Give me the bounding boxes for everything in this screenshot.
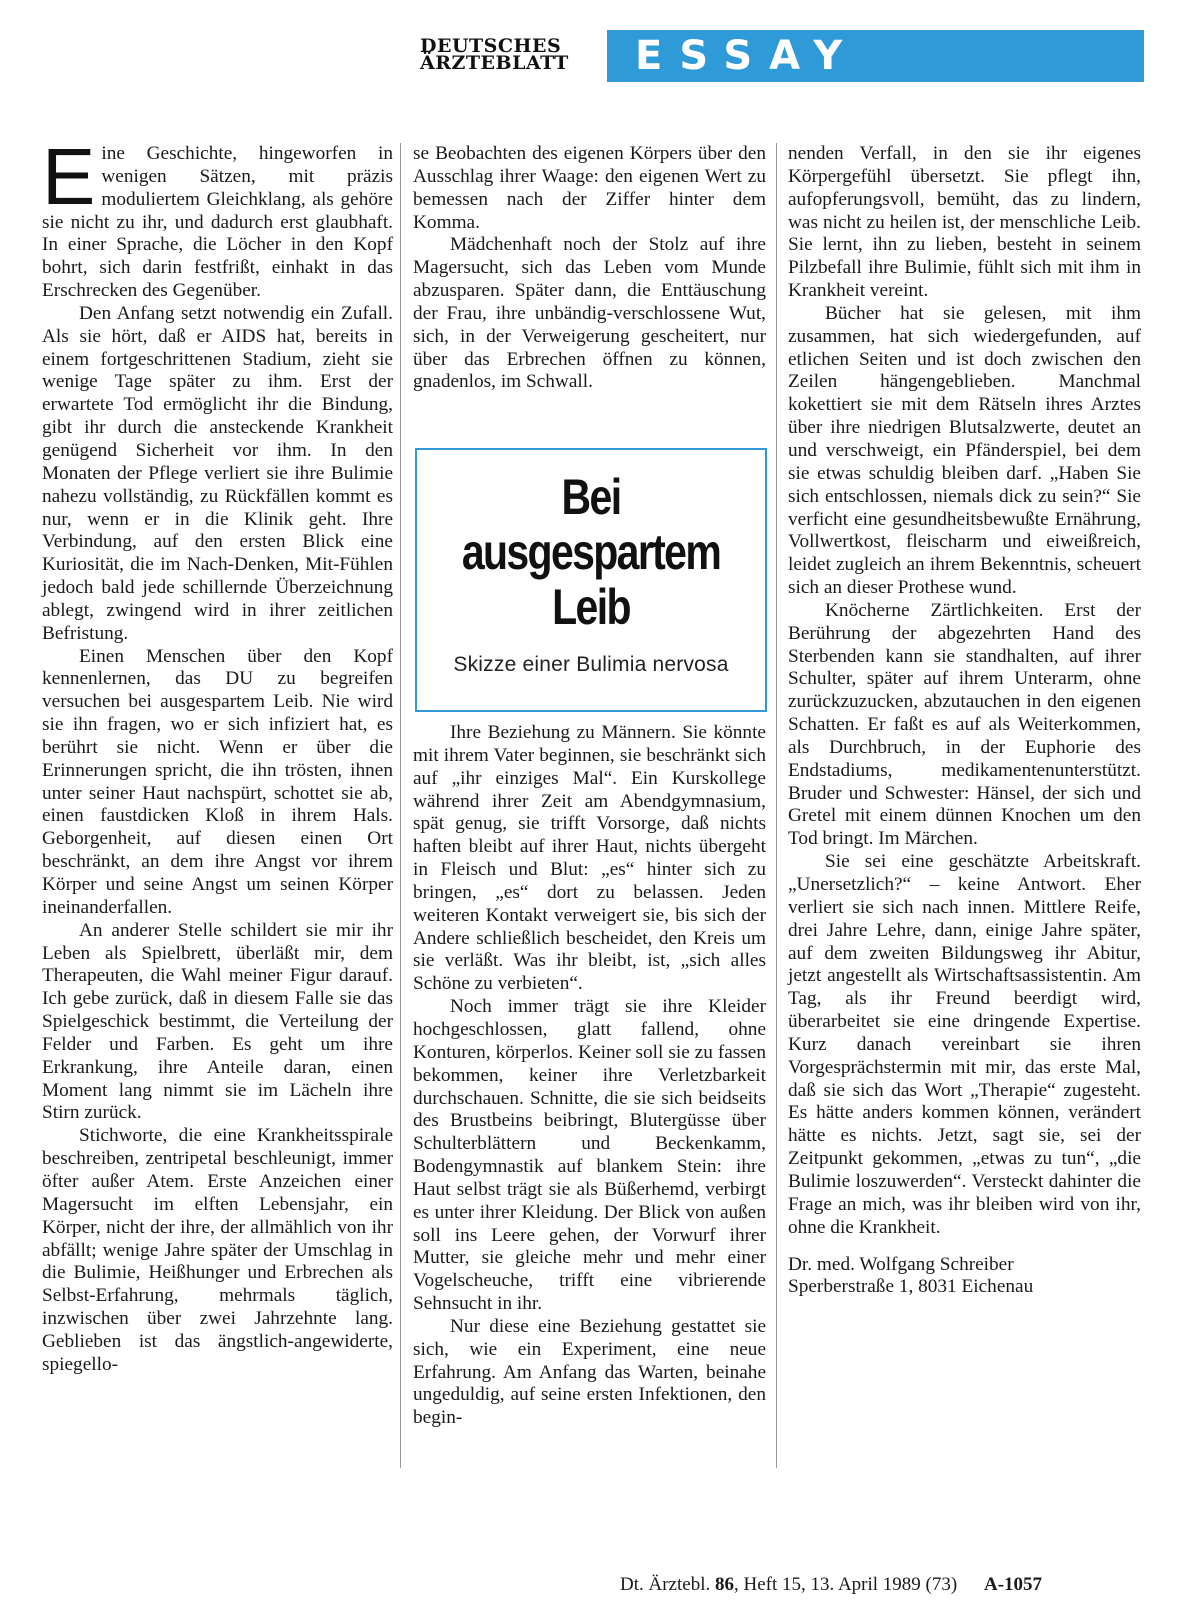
column-divider-left [400, 143, 401, 1468]
paragraph: Noch immer trägt sie ihre Kleider hochgeschlossen, glatt fallend, ohne Konturen, körperlos. Keiner soll sie zu fassen bekommen, keiner ihre Verletzbarkeit durchschauen. Schnitte, die sie sich beidseits des Brustbeins beibringt, Blutergüsse über Schulterblättern und Beckenkamm, Bodengymnastik auf blankem Stein: ihre Haut selbst trägt sie als Büßerhemd, verbirgt es unter ihrer Kleidung. Der Blick von außen soll ins Leere gehen, der Vorwurf ihrer Mutter, sie gleiche mehr und mehr einer Vogelscheuche, trifft eine vibrierende Sehnsucht in ihr. [413, 996, 766, 1315]
article-column-1 [42, 132, 393, 1377]
page-footer [620, 1574, 1042, 1596]
article-column-3 [788, 143, 1141, 1299]
article-column-2 [413, 143, 766, 394]
article-column-2-continued [413, 722, 766, 1430]
section-banner [607, 30, 1144, 82]
article-title: Bei ausgespartem Leib [461, 469, 721, 635]
footer-issue: , Heft 15, 13. April 1989 (73) [733, 1574, 958, 1595]
author-address: Sperberstraße 1, 8031 Eichenau [788, 1276, 1034, 1298]
paragraph: Eine Geschichte, hingeworfen in wenigen Sätzen, mit präzis moduliertem Gleichklang, als gehöre sie nicht zu ihr, und dadurch erst glaubhaft. In einer Sprache, die Löcher in den Kopf bohrt, sich darin festfrißt, einhakt in das Erschrecken des Gegenüber. [42, 132, 393, 302]
paragraph: Knöcherne Zärtlichkeiten. Erst der Berührung der abgezehrten Hand des Sterbenden kann sie standhalten, auf ihrer Schulter, später auf ihrem Unterarm, ohne zurückzuzucken, abzutauchen in den eigenen Schatten. Er faßt es auf als Weiterkommen, als Durchbruch, in der Euphorie des Endstadiums, medikamentenunterstützt. Bruder und Schwester: Hänsel, der sich und Gretel mit einem dünnen Knochen um den Tod bringt. Im Märchen. [788, 599, 1141, 850]
drop-cap: E [42, 132, 96, 221]
masthead-logo [420, 35, 569, 74]
footer-journal: Dt. Ärztebl. [620, 1574, 711, 1595]
paragraph: Bücher hat sie gelesen, mit ihm zusammen, hat sich wiedergefunden, auf etlichen Seiten und ist doch zwischen den Zeilen hängengeblieben. Manchmal kokettiert sie mit dem Rätseln ihres Arztes über ihre niedrigen Blutsalzwerte, deutet an und verschweigt, ein Pfänderspiel, bei dem sie etwas schuldig bleiben darf. „Haben Sie sich entschlossen, niemals dick zu sein?“ Sie verficht eine gesundheitsbewußte Ernährung, Vollwertkost, fleischarm und eiweißreich, leidet zugleich an ihrem Bekenntnis, scheuert sich an dieser Prothese wund. [788, 302, 1141, 599]
footer-volume: 86 [714, 1574, 734, 1595]
paragraph: Ihre Beziehung zu Männern. Sie könnte mit ihrem Vater beginnen, sie beschränkt sich auf „ihr einziges Mal“. Ein Kurskollege während ihrer Zeit am Abendgymnasium, spät genug, sie trifft Vorsorge, daß nichts haften bleibt auf ihrer Haut, nichts übergeht in Fleisch und Blut: „es“ hinter sich zu bringen, „es“ dort zu belassen. Jeden weiteren Kontakt verweigert sie, bis sich der Andere schließlich bescheidet, den Kreis um sie verläßt. Was ihr bleibt, ist, „sich alles Schöne zu verbieten“. [413, 722, 766, 995]
paragraph: An anderer Stelle schildert sie mir ihr Leben als Spielbrett, überläßt mir, dem Therapeuten, die Wahl meiner Figur darauf. Ich gebe zurück, daß in diesem Falle sie das Spielgeschick bestimmt, die Verteilung der Felder und Farben. Es geht um ihre Erkrankung, ihre Anteile daran, einen Moment lang nimmt sie im Lächeln ihre Stirn zurück. [42, 919, 393, 1124]
paragraph: Stichworte, die eine Krankheitsspirale beschreiben, zentripetal beschleunigt, immer öfter außer Atem. Erste Anzeichen einer Magersucht im elften Lebensjahr, ein Körper, nicht der ihre, der allmählich von ihr abfällt; wenige Jahre später der Umschlag in die Bulimie, Heißhunger und Erbrechen als Selbst-Erfahrung, mehrmals täglich, inzwischen über zwei Jahrzehnte lang. Geblieben ist das ängstlich-angewiderte, spiegello- [42, 1125, 393, 1375]
page-number: A-1057 [983, 1574, 1043, 1595]
masthead-line1: DEUTSCHES [420, 35, 562, 57]
masthead-line2: ÄRZTEBLATT [420, 52, 569, 74]
section-label: ESSAY [635, 33, 860, 79]
paragraph: nenden Verfall, in den sie ihr eigenes Körpergefühl übersetzt. Sie pflegt ihn, aufopferungsvoll, bemüht, das zu lindern, was nicht zu heilen ist, der menschliche Leib. Sie lernt, ihn zu lieben, besteht in seinem Pilzbefall ihre Bulimie, fühlt sich mit ihm in Krankheit vereint. [788, 143, 1141, 302]
article-subtitle: Skizze einer Bulimia nervosa [453, 653, 729, 676]
paragraph: Den Anfang setzt notwendig ein Zufall. Als sie hört, daß er AIDS hat, bereits in einem fortgeschrittenen Stadium, zieht sie wenige Tage später zu ihm. Erst der erwartete Tod ermöglicht ihr die Bindung, gibt ihr durch die ansteckende Krankheit genügend Sicherheit vor ihm. In den Monaten der Pflege verliert sie ihre Bulimie nahezu vollständig, zu Rückfällen kommt es nur, wenn er in die Klinik geht. Ihre Verbindung, auf den ersten Blick eine Kuriosität, die im Nach-Denken, Mit-Fühlen jedoch bald jede schillernde Überzeichnung ablegt, zwingend wird in ihrer zeitlichen Befristung. [42, 302, 393, 644]
paragraph: Mädchenhaft noch der Stolz auf ihre Magersucht, sich das Leben vom Munde abzusparen. Später dann, die Enttäuschung der Frau, ihre unbändig-verschlossene Wut, sich, in der Verweigerung gescheitert, nur über das Erbrechen öffnen zu können, gnadenlos, im Schwall. [413, 234, 766, 393]
column-divider-right [776, 143, 777, 1468]
paragraph: Einen Menschen über den Kopf kennenlernen, das DU zu begreifen versuchen bei ausgespartem Leib. Nie wird sie ihn fragen, wo er sich infiziert hat, es berührt sie nicht. Wenn er über die Erinnerungen spricht, die ihn trösten, ihnen unter seiner Haut nachspürt, schottet sie ab, einen faustdicken Kloß in ihrem Hals. Geborgenheit, auf diesen einen Ort beschränkt, an dem ihre Angst vor ihrem Körper und seine Angst um seinen Körper ineinanderfallen. [42, 645, 393, 918]
paragraph: se Beobachten des eigenen Körpers über den Ausschlag ihrer Waage: den eigenen Wert zu bemessen nach der Ziffer hinter dem Komma. [413, 143, 766, 233]
paragraph: Nur diese eine Beziehung gestattet sie sich, wie ein Experiment, eine neue Erfahrung. Am Anfang das Warten, beinahe ungeduldig, auf seine ersten Infektionen, den begin- [413, 1315, 766, 1429]
paragraph: Sie sei eine geschätzte Arbeitskraft. „Unersetzlich?“ – keine Antwort. Eher verliert sie sich nach innen. Mittlere Reife, drei Jahre Lehre, dann, einige Jahre später, auf dem zweiten Bildungsweg ihr Abitur, jetzt angestellt als Wirtschaftsassistentin. Am Tag, als ihr Freund beerdigt wird, überarbeitet sie eine dringende Expertise. Kurz danach vereinbart sie ihren Vorgesprächstermin mit mir, das erste Mal, daß sie sich das Wort „Therapie“ zugesteht. Es hätte anders kommen können, verändert hätte es nichts. Jetzt, sagt sie, sei der Zeitpunkt gekommen, „etwas zu tun“, „die Bulimie loszuwerden“. Versteckt dahinter die Frage an mich, was ihr bleiben wird von ihr, ohne die Krankheit. [788, 851, 1141, 1238]
author-name: Dr. med. Wolfgang Schreiber [788, 1253, 1014, 1275]
headline-box [415, 448, 767, 712]
